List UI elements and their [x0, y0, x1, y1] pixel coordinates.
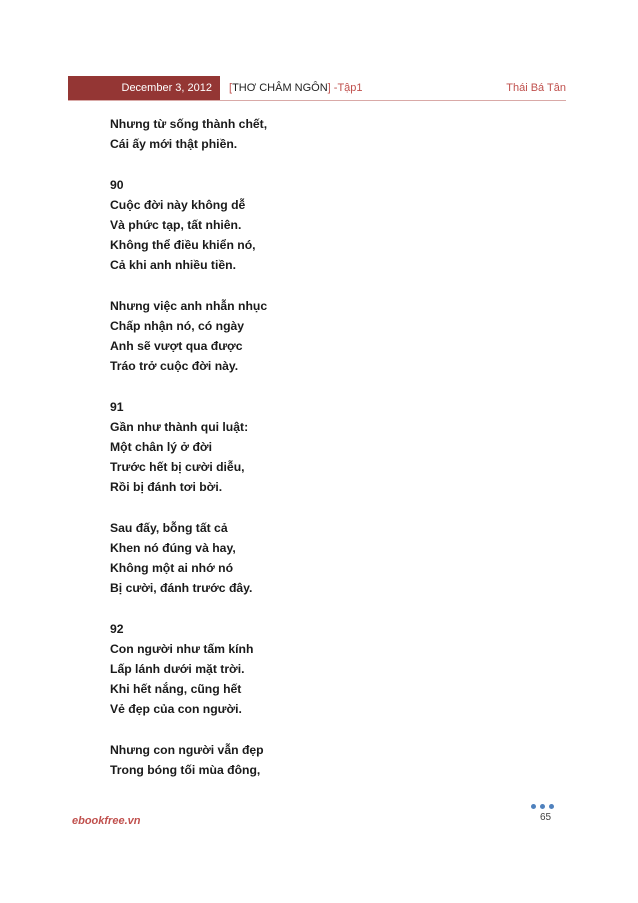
stanza-gap [110, 276, 530, 296]
poem-line: Chấp nhận nó, có ngày [110, 318, 245, 333]
header-title-text: THƠ CHÂM NGÔN [232, 82, 328, 94]
poem-line: Gần như thành qui luật: [110, 419, 249, 434]
poem-line: Con người như tấm kính [110, 641, 254, 656]
poem-body [110, 114, 530, 780]
poem-line: Cả khi anh nhiều tiền. [110, 258, 236, 273]
footer-site-name: ebookfree.vn [72, 815, 141, 827]
poem-line: Trong bóng tối mùa đông, [110, 763, 261, 777]
poem-line: Sau đấy, bỗng tất cả [110, 520, 228, 535]
poem-line: Một chân lý ở đời [110, 440, 212, 454]
poem-line: Anh sẽ vượt qua được [110, 339, 243, 354]
stanza-gap [110, 599, 530, 619]
poem-line: Nhưng việc anh nhẫn nhục [110, 298, 268, 313]
header-title [229, 76, 363, 100]
header-date: December 3, 2012 [68, 76, 220, 100]
poem-line: Không thể điều khiển nó, [110, 238, 256, 253]
stanza-gap [110, 498, 530, 518]
stanza-gap [110, 720, 530, 740]
header-volume: -Tập1 [330, 82, 363, 94]
poem-number: 92 [110, 621, 124, 636]
poem-line: Và phức tạp, tất nhiên. [110, 217, 242, 232]
header-divider [68, 100, 566, 101]
poem-line: Lấp lánh dưới mặt trời. [110, 662, 245, 677]
header-author: Thái Bá Tân [506, 82, 566, 94]
poem-line: Khen nó đúng và hay, [110, 540, 236, 555]
poem-number: 91 [110, 399, 124, 414]
header-title-close-bracket: ] [327, 82, 331, 94]
page-header [68, 76, 566, 100]
poem-line: Vẻ đẹp của con người. [110, 702, 242, 717]
poem-number: 90 [110, 177, 124, 192]
header-title-open-bracket: [ [229, 82, 233, 94]
poem-line: Rồi bị đánh tơi bời. [110, 480, 223, 495]
poem-line: Nhưng từ sống thành chết, [110, 117, 268, 131]
stanza-gap [110, 376, 530, 396]
poem-line: Cái ấy mới thật phiền. [110, 137, 238, 152]
poem-line: Không một ai nhớ nó [110, 561, 234, 576]
poem-line: Tráo trở cuộc đời này. [110, 359, 239, 374]
poem-line: Bị cười, đánh trước đây. [110, 581, 253, 596]
poem-line: Khi hết nắng, cũng hết [110, 682, 242, 697]
poem-line: Trước hết bị cười diễu, [110, 460, 245, 475]
stanza-gap [110, 154, 530, 174]
poem-line: Nhưng con người vẫn đẹp [110, 742, 264, 757]
page-dots-icon [531, 804, 559, 810]
poem-line: Cuộc đời này không dễ [110, 197, 246, 212]
page-number: 65 [540, 812, 552, 823]
